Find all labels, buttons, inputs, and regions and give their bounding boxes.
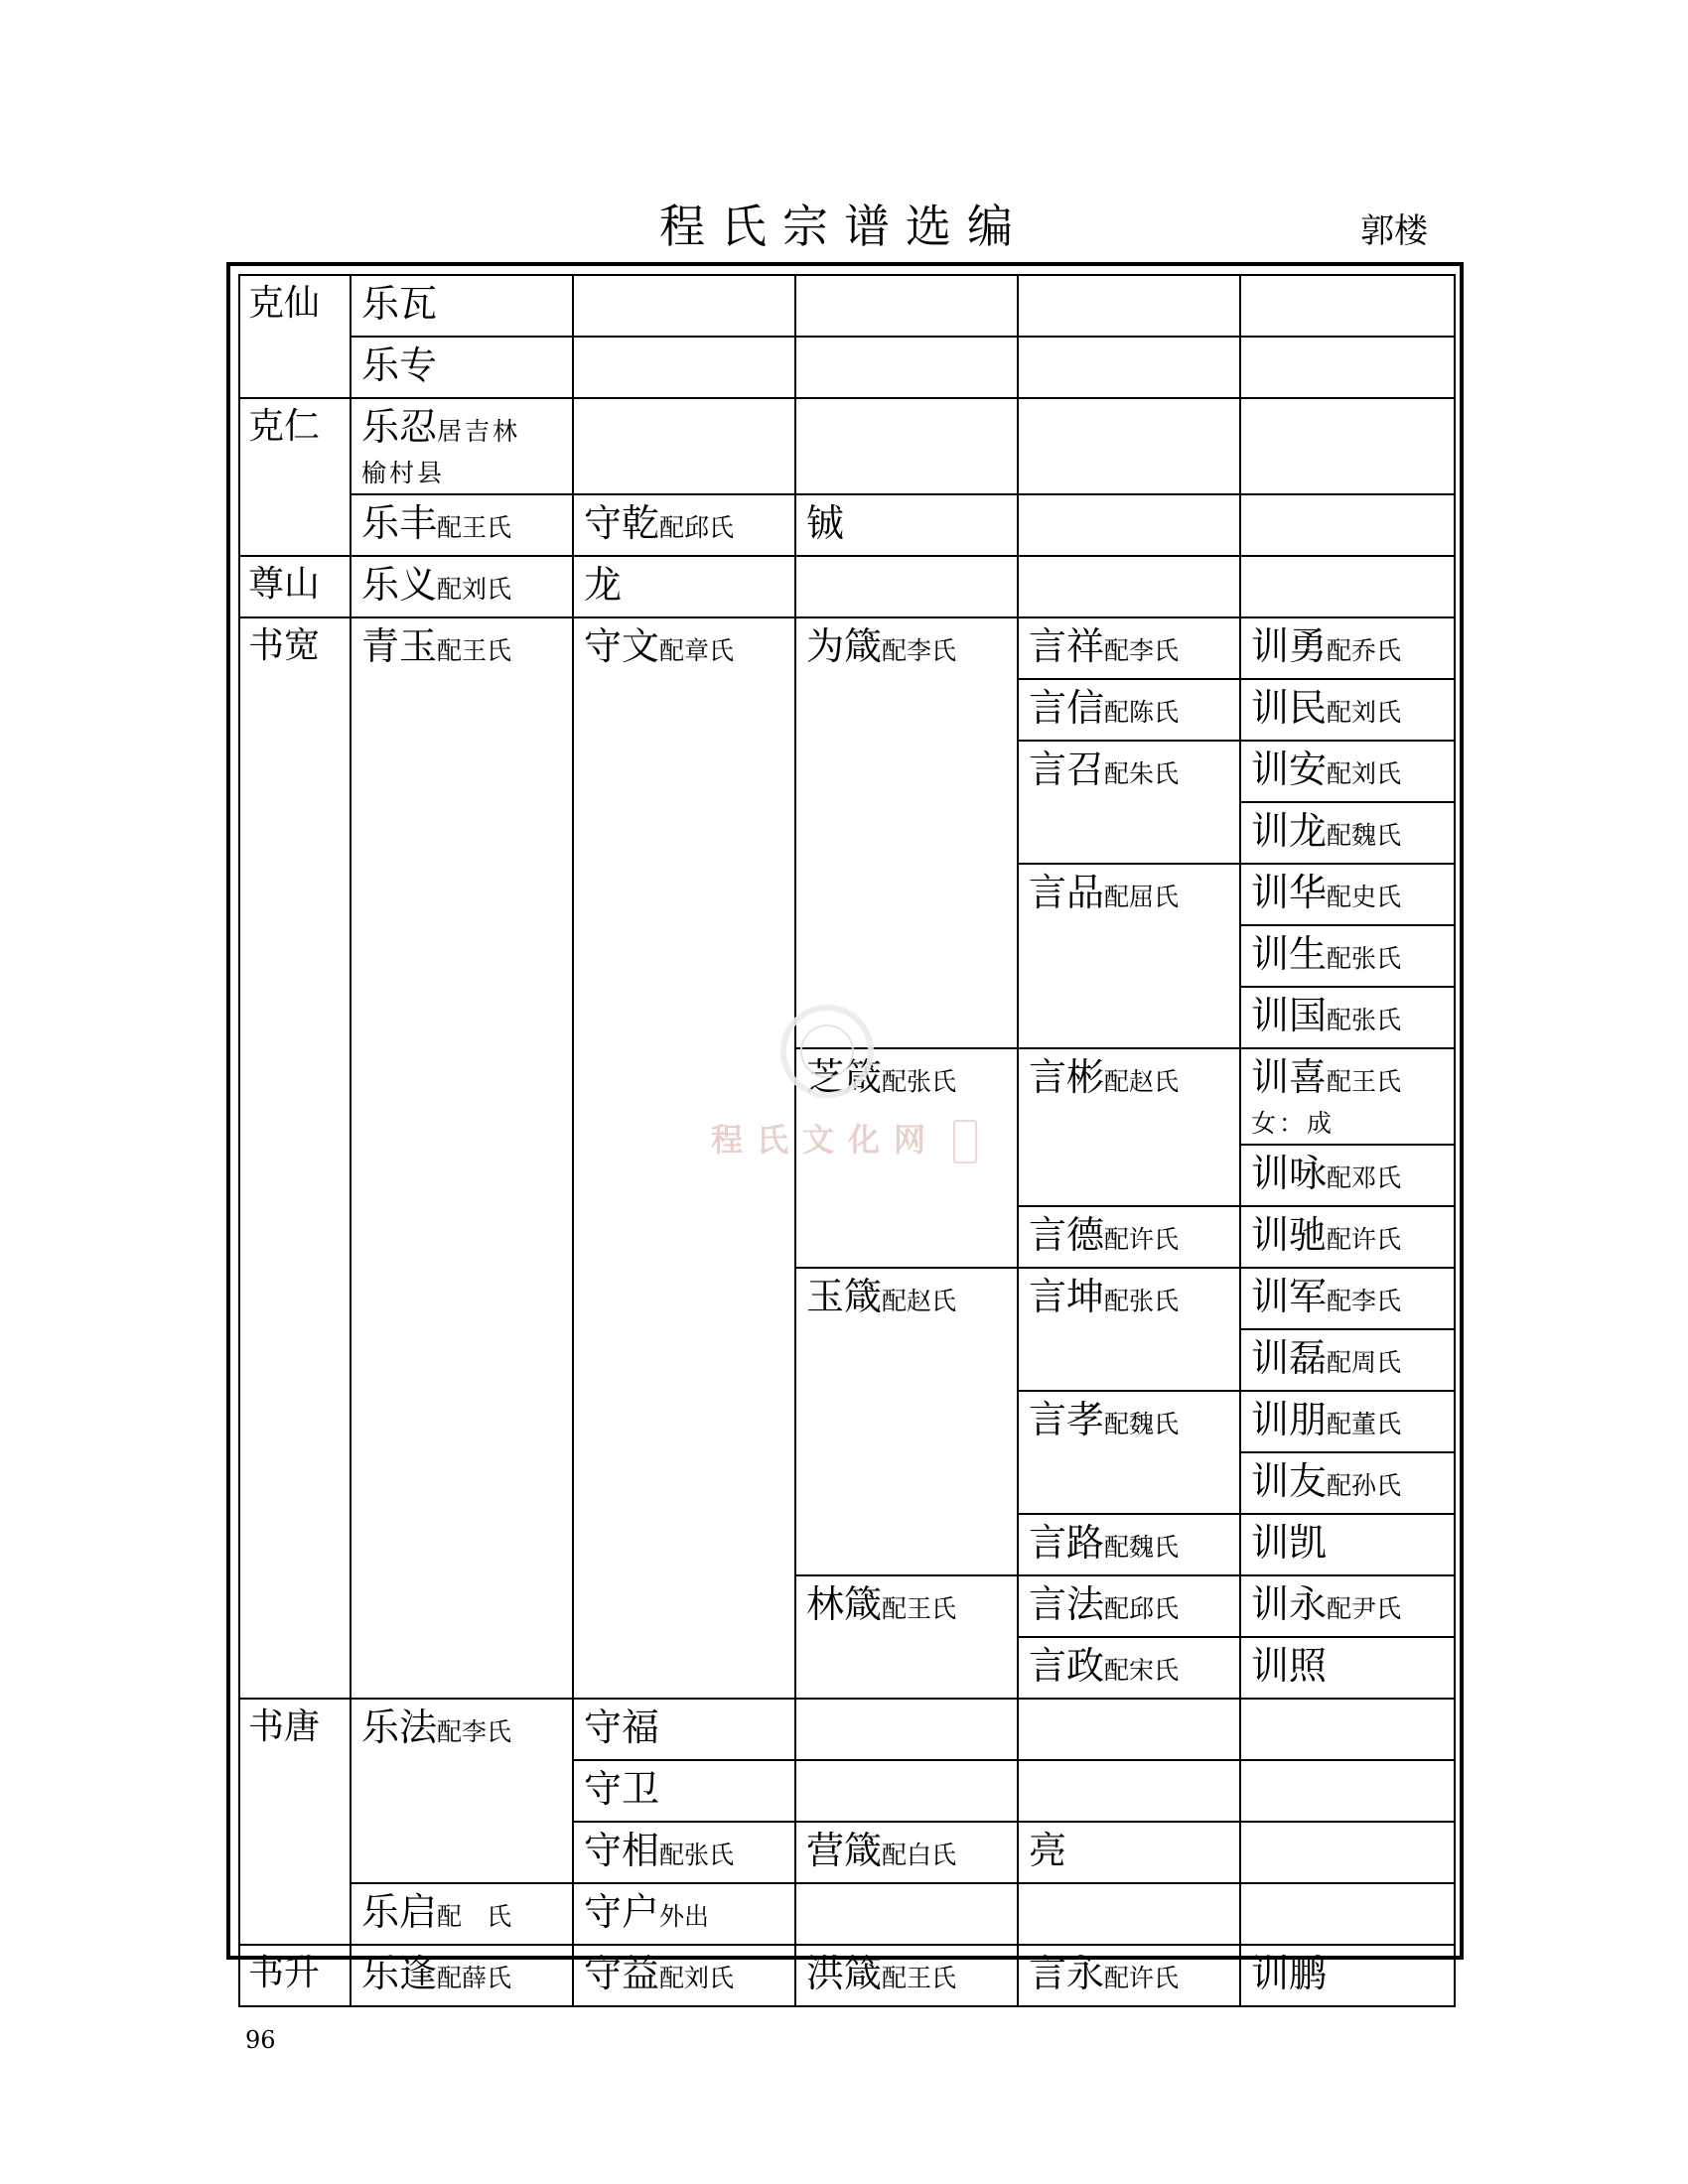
- gen5-cell: 训国配张氏: [1240, 987, 1455, 1048]
- gen3-cell: 洪箴配王氏: [795, 1945, 1018, 2006]
- gen5-cell: 训咏配邓氏: [1240, 1145, 1455, 1206]
- gen3-cell: 为箴配李氏: [795, 617, 1018, 1048]
- page-title: 程氏宗谱选编: [659, 200, 1029, 253]
- gen5-cell: 训驰配许氏: [1240, 1206, 1455, 1268]
- gen1-cell: 乐专: [351, 337, 573, 398]
- gen2-cell: [573, 337, 795, 398]
- gen4-cell: [1018, 494, 1240, 556]
- table-row: [239, 275, 1455, 337]
- gen2-cell: [573, 398, 795, 494]
- table-row: [239, 337, 1455, 398]
- gen1-cell: 乐法配李氏: [351, 1699, 573, 1883]
- gen5-cell: 训照: [1240, 1637, 1455, 1699]
- gen5-cell: 训喜配王氏 女：成: [1240, 1048, 1455, 1145]
- gen5-cell: 训永配尹氏: [1240, 1575, 1455, 1637]
- gen4-cell: 言德配许氏: [1018, 1206, 1240, 1268]
- gen5-cell: [1240, 1760, 1455, 1822]
- gen2-cell: 守福: [573, 1699, 795, 1760]
- gen5-cell: 训民配刘氏: [1240, 679, 1455, 741]
- gen2-cell: 守卫: [573, 1760, 795, 1822]
- gen5-cell: 训磊配周氏: [1240, 1329, 1455, 1391]
- table-row: [239, 1883, 1455, 1945]
- gen5-cell: 训凯: [1240, 1514, 1455, 1575]
- gen1-cell: 乐忍居吉林 榆村县: [351, 398, 573, 494]
- table-row: [239, 1945, 1455, 2006]
- gen3-cell: 玉箴配赵氏: [795, 1268, 1018, 1575]
- gen2-cell: 守相配张氏: [573, 1822, 795, 1883]
- gen5-cell: [1240, 398, 1455, 494]
- gen4-cell: 言召配朱氏: [1018, 741, 1240, 864]
- gen3-cell: [795, 556, 1018, 617]
- gen5-cell: [1240, 1822, 1455, 1883]
- place-name: 郭楼: [1360, 211, 1428, 251]
- gen5-cell: 训友配孙氏: [1240, 1452, 1455, 1514]
- gen4-cell: 言政配宋氏: [1018, 1637, 1240, 1699]
- table-row: [239, 556, 1455, 617]
- family-cell: 书唐: [239, 1699, 351, 1945]
- gen5-cell: [1240, 275, 1455, 337]
- gen1-cell: 青玉配王氏: [351, 617, 573, 1699]
- gen4-cell: 言路配魏氏: [1018, 1514, 1240, 1575]
- gen3-cell: 林箴配王氏: [795, 1575, 1018, 1699]
- watermark-seal-inner: [800, 1024, 854, 1078]
- gen3-cell: [795, 337, 1018, 398]
- gen4-cell: 言品配屈氏: [1018, 864, 1240, 1048]
- gen5-cell: 训龙配魏氏: [1240, 802, 1455, 864]
- gen5-cell: [1240, 1699, 1455, 1760]
- gen4-cell: 言孝配魏氏: [1018, 1391, 1240, 1514]
- gen3-cell: 营箴配白氏: [795, 1822, 1018, 1883]
- gen4-cell: [1018, 1760, 1240, 1822]
- gen1-cell: 乐启配 氏: [351, 1883, 573, 1945]
- gen5-cell: 训勇配乔氏: [1240, 617, 1455, 679]
- gen3-cell: [795, 275, 1018, 337]
- gen2-cell: 守乾配邱氏: [573, 494, 795, 556]
- gen5-cell: 训鹏: [1240, 1945, 1455, 2006]
- gen4-cell: [1018, 398, 1240, 494]
- table-row: [239, 494, 1455, 556]
- gen2-cell: 守文配章氏: [573, 617, 795, 1699]
- gen3-cell: [795, 1760, 1018, 1822]
- gen2-cell: 龙: [573, 556, 795, 617]
- gen3-cell: [795, 1883, 1018, 1945]
- gen4-cell: 言永配许氏: [1018, 1945, 1240, 2006]
- gen4-cell: 亮: [1018, 1822, 1240, 1883]
- family-cell: 书宽: [239, 617, 351, 1699]
- family-cell: 克仙: [239, 275, 351, 398]
- gen3-cell: 铖: [795, 494, 1018, 556]
- watermark-text: 程氏文化网: [711, 1121, 940, 1159]
- gen5-cell: [1240, 556, 1455, 617]
- watermark-seal: [780, 1005, 874, 1098]
- table-row: [239, 617, 1455, 679]
- family-cell: 尊山: [239, 556, 351, 617]
- gen5-cell: [1240, 1883, 1455, 1945]
- gen4-cell: [1018, 1699, 1240, 1760]
- family-cell: 克仁: [239, 398, 351, 556]
- gen4-cell: 言法配邱氏: [1018, 1575, 1240, 1637]
- gen3-cell: [795, 398, 1018, 494]
- gen1-cell: 乐义配刘氏: [351, 556, 573, 617]
- gen4-cell: 言彬配赵氏: [1018, 1048, 1240, 1206]
- gen5-cell: 训朋配董氏: [1240, 1391, 1455, 1452]
- gen1-cell: 乐丰配王氏: [351, 494, 573, 556]
- gen4-cell: 言坤配张氏: [1018, 1268, 1240, 1391]
- gen5-cell: 训华配史氏: [1240, 864, 1455, 925]
- watermark-stamp: [953, 1120, 977, 1163]
- page-number: 96: [245, 2026, 276, 2054]
- gen3-cell: [795, 1699, 1018, 1760]
- gen2-cell: [573, 275, 795, 337]
- gen4-cell: [1018, 337, 1240, 398]
- table-row: [239, 1699, 1455, 1760]
- table-row: [239, 398, 1455, 494]
- gen4-cell: [1018, 556, 1240, 617]
- gen5-cell: [1240, 337, 1455, 398]
- family-cell: 书升: [239, 1945, 351, 2006]
- gen2-cell: 守益配刘氏: [573, 1945, 795, 2006]
- gen5-cell: [1240, 494, 1455, 556]
- gen3-cell: 芝箴配张氏: [795, 1048, 1018, 1268]
- gen1-cell: 乐瓦: [351, 275, 573, 337]
- gen5-cell: 训军配李氏: [1240, 1268, 1455, 1329]
- gen5-cell: 训安配刘氏: [1240, 741, 1455, 802]
- gen4-cell: [1018, 275, 1240, 337]
- gen4-cell: [1018, 1883, 1240, 1945]
- gen1-cell: 乐逢配薛氏: [351, 1945, 573, 2006]
- gen4-cell: 言信配陈氏: [1018, 679, 1240, 741]
- gen2-cell: 守户外出: [573, 1883, 795, 1945]
- gen4-cell: 言祥配李氏: [1018, 617, 1240, 679]
- gen5-cell: 训生配张氏: [1240, 925, 1455, 987]
